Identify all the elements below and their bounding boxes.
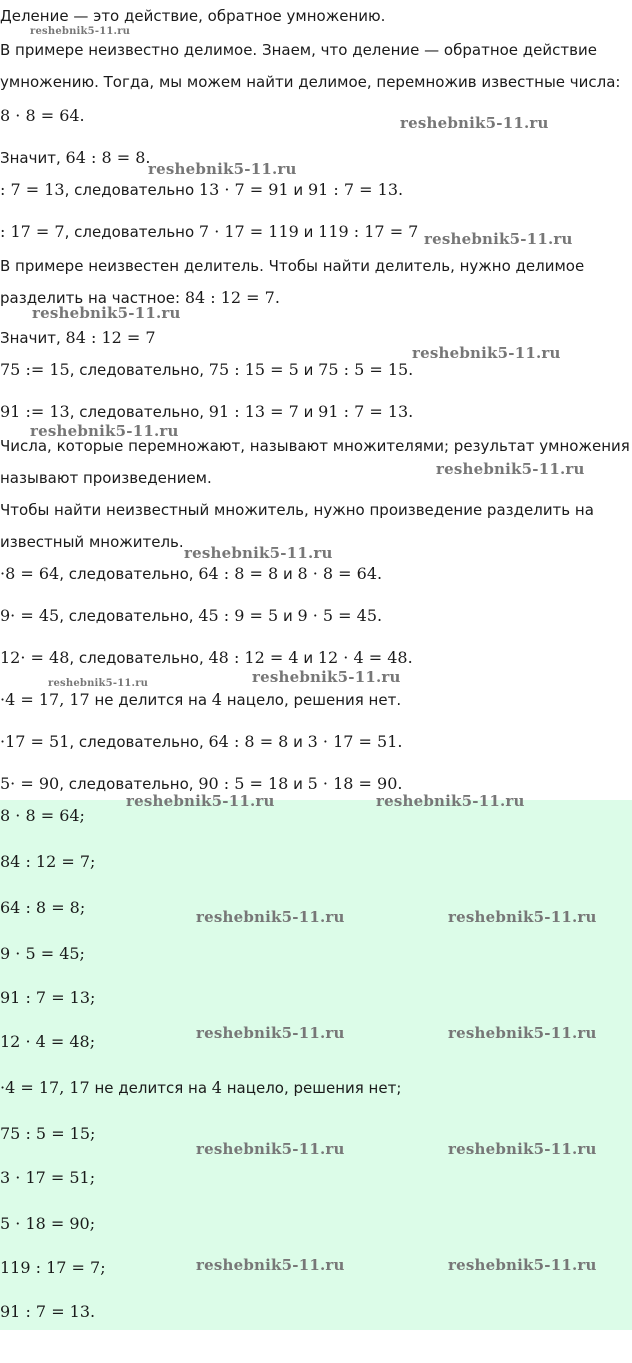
watermark: reshebnik5-11.ru <box>184 544 333 562</box>
watermark: reshebnik5-11.ru <box>448 1024 597 1042</box>
watermark: reshebnik5-11.ru <box>412 344 561 362</box>
answer-line: 84 : 12 = 7; <box>0 852 96 871</box>
equation-line: ·4 = 17, 17 не делится на 4 нацело, решения нет. <box>0 690 402 709</box>
answer-line: 5 · 18 = 90; <box>0 1214 96 1233</box>
paragraph-unknown-factor-1: Чтобы найти неизвестный множитель, нужно произведение разделить на <box>0 501 594 519</box>
answer-box <box>0 800 632 1330</box>
equation-line: : 17 = 7, следовательно 7 · 17 = 119 и 119 : 17 = 7 <box>0 222 419 241</box>
watermark: reshebnik5-11.ru <box>448 1256 597 1274</box>
watermark: reshebnik5-11.ru <box>448 1140 597 1158</box>
watermark: reshebnik5-11.ru <box>196 1256 345 1274</box>
paragraph-unknown-dividend-1: В примере неизвестно делимое. Знаем, что деление — обратное действие <box>0 41 597 59</box>
answer-line: 75 : 5 = 15; <box>0 1124 96 1143</box>
conclusion-line: Значит, 64 : 8 = 8. <box>0 148 151 167</box>
watermark: reshebnik5-11.ru <box>448 908 597 926</box>
answer-line: 91 : 7 = 13; <box>0 988 96 1007</box>
answer-line: ·4 = 17, 17 не делится на 4 нацело, решения нет; <box>0 1078 402 1097</box>
paragraph-unknown-divisor-2: разделить на частное: 84 : 12 = 7. <box>0 288 280 307</box>
answer-line: 8 · 8 = 64; <box>0 806 85 825</box>
watermark: reshebnik5-11.ru <box>148 160 297 178</box>
paragraph-division-definition: Деление — это действие, обратное умножению. <box>0 7 386 25</box>
watermark: reshebnik5-11.ru <box>400 114 549 132</box>
equation-line: 5· = 90, следовательно, 90 : 5 = 18 и 5 · 18 = 90. <box>0 774 403 793</box>
equation-line: 8 · 8 = 64. <box>0 106 85 125</box>
answer-line: 119 : 17 = 7; <box>0 1258 106 1277</box>
paragraph-unknown-dividend-2: умножению. Тогда, мы можем найти делимое, перемножив известные числа: <box>0 73 621 91</box>
paragraph-unknown-divisor-1: В примере неизвестен делитель. Чтобы найти делитель, нужно делимое <box>0 257 585 275</box>
answer-line: 91 : 7 = 13. <box>0 1302 96 1321</box>
watermark: reshebnik5-11.ru <box>196 1140 345 1158</box>
watermark: reshebnik5-11.ru <box>30 26 131 37</box>
equation-line: ·8 = 64, следовательно, 64 : 8 = 8 и 8 · 8 = 64. <box>0 564 383 583</box>
watermark: reshebnik5-11.ru <box>196 908 345 926</box>
equation-line: : 7 = 13, следовательно 13 · 7 = 91 и 91 : 7 = 13. <box>0 180 404 199</box>
watermark: reshebnik5-11.ru <box>30 422 179 440</box>
watermark: reshebnik5-11.ru <box>126 792 275 810</box>
paragraph-unknown-factor-2: известный множитель. <box>0 533 184 551</box>
watermark: reshebnik5-11.ru <box>424 230 573 248</box>
answer-line: 9 · 5 = 45; <box>0 944 85 963</box>
answer-line: 3 · 17 = 51; <box>0 1168 96 1187</box>
watermark: reshebnik5-11.ru <box>32 304 181 322</box>
watermark: reshebnik5-11.ru <box>252 668 401 686</box>
equation-line: 9· = 45, следовательно, 45 : 9 = 5 и 9 · 5 = 45. <box>0 606 383 625</box>
answer-line: 12 · 4 = 48; <box>0 1032 96 1051</box>
paragraph-factors-2: называют произведением. <box>0 469 212 487</box>
equation-line: 12· = 48, следовательно, 48 : 12 = 4 и 12 · 4 = 48. <box>0 648 413 667</box>
equation-line: 91 := 13, следовательно, 91 : 13 = 7 и 91 : 7 = 13. <box>0 402 414 421</box>
conclusion-line: Значит, 84 : 12 = 7 <box>0 328 156 347</box>
watermark: reshebnik5-11.ru <box>436 460 585 478</box>
equation-line: ·17 = 51, следовательно, 64 : 8 = 8 и 3 · 17 = 51. <box>0 732 403 751</box>
paragraph-factors-1: Числа, которые перемножают, называют множителями; результат умножения <box>0 437 630 455</box>
equation-line: 75 := 15, следовательно, 75 : 15 = 5 и 75 : 5 = 15. <box>0 360 414 379</box>
answer-line: 64 : 8 = 8; <box>0 898 86 917</box>
watermark: reshebnik5-11.ru <box>376 792 525 810</box>
watermark: reshebnik5-11.ru <box>196 1024 345 1042</box>
watermark: reshebnik5-11.ru <box>48 678 149 689</box>
